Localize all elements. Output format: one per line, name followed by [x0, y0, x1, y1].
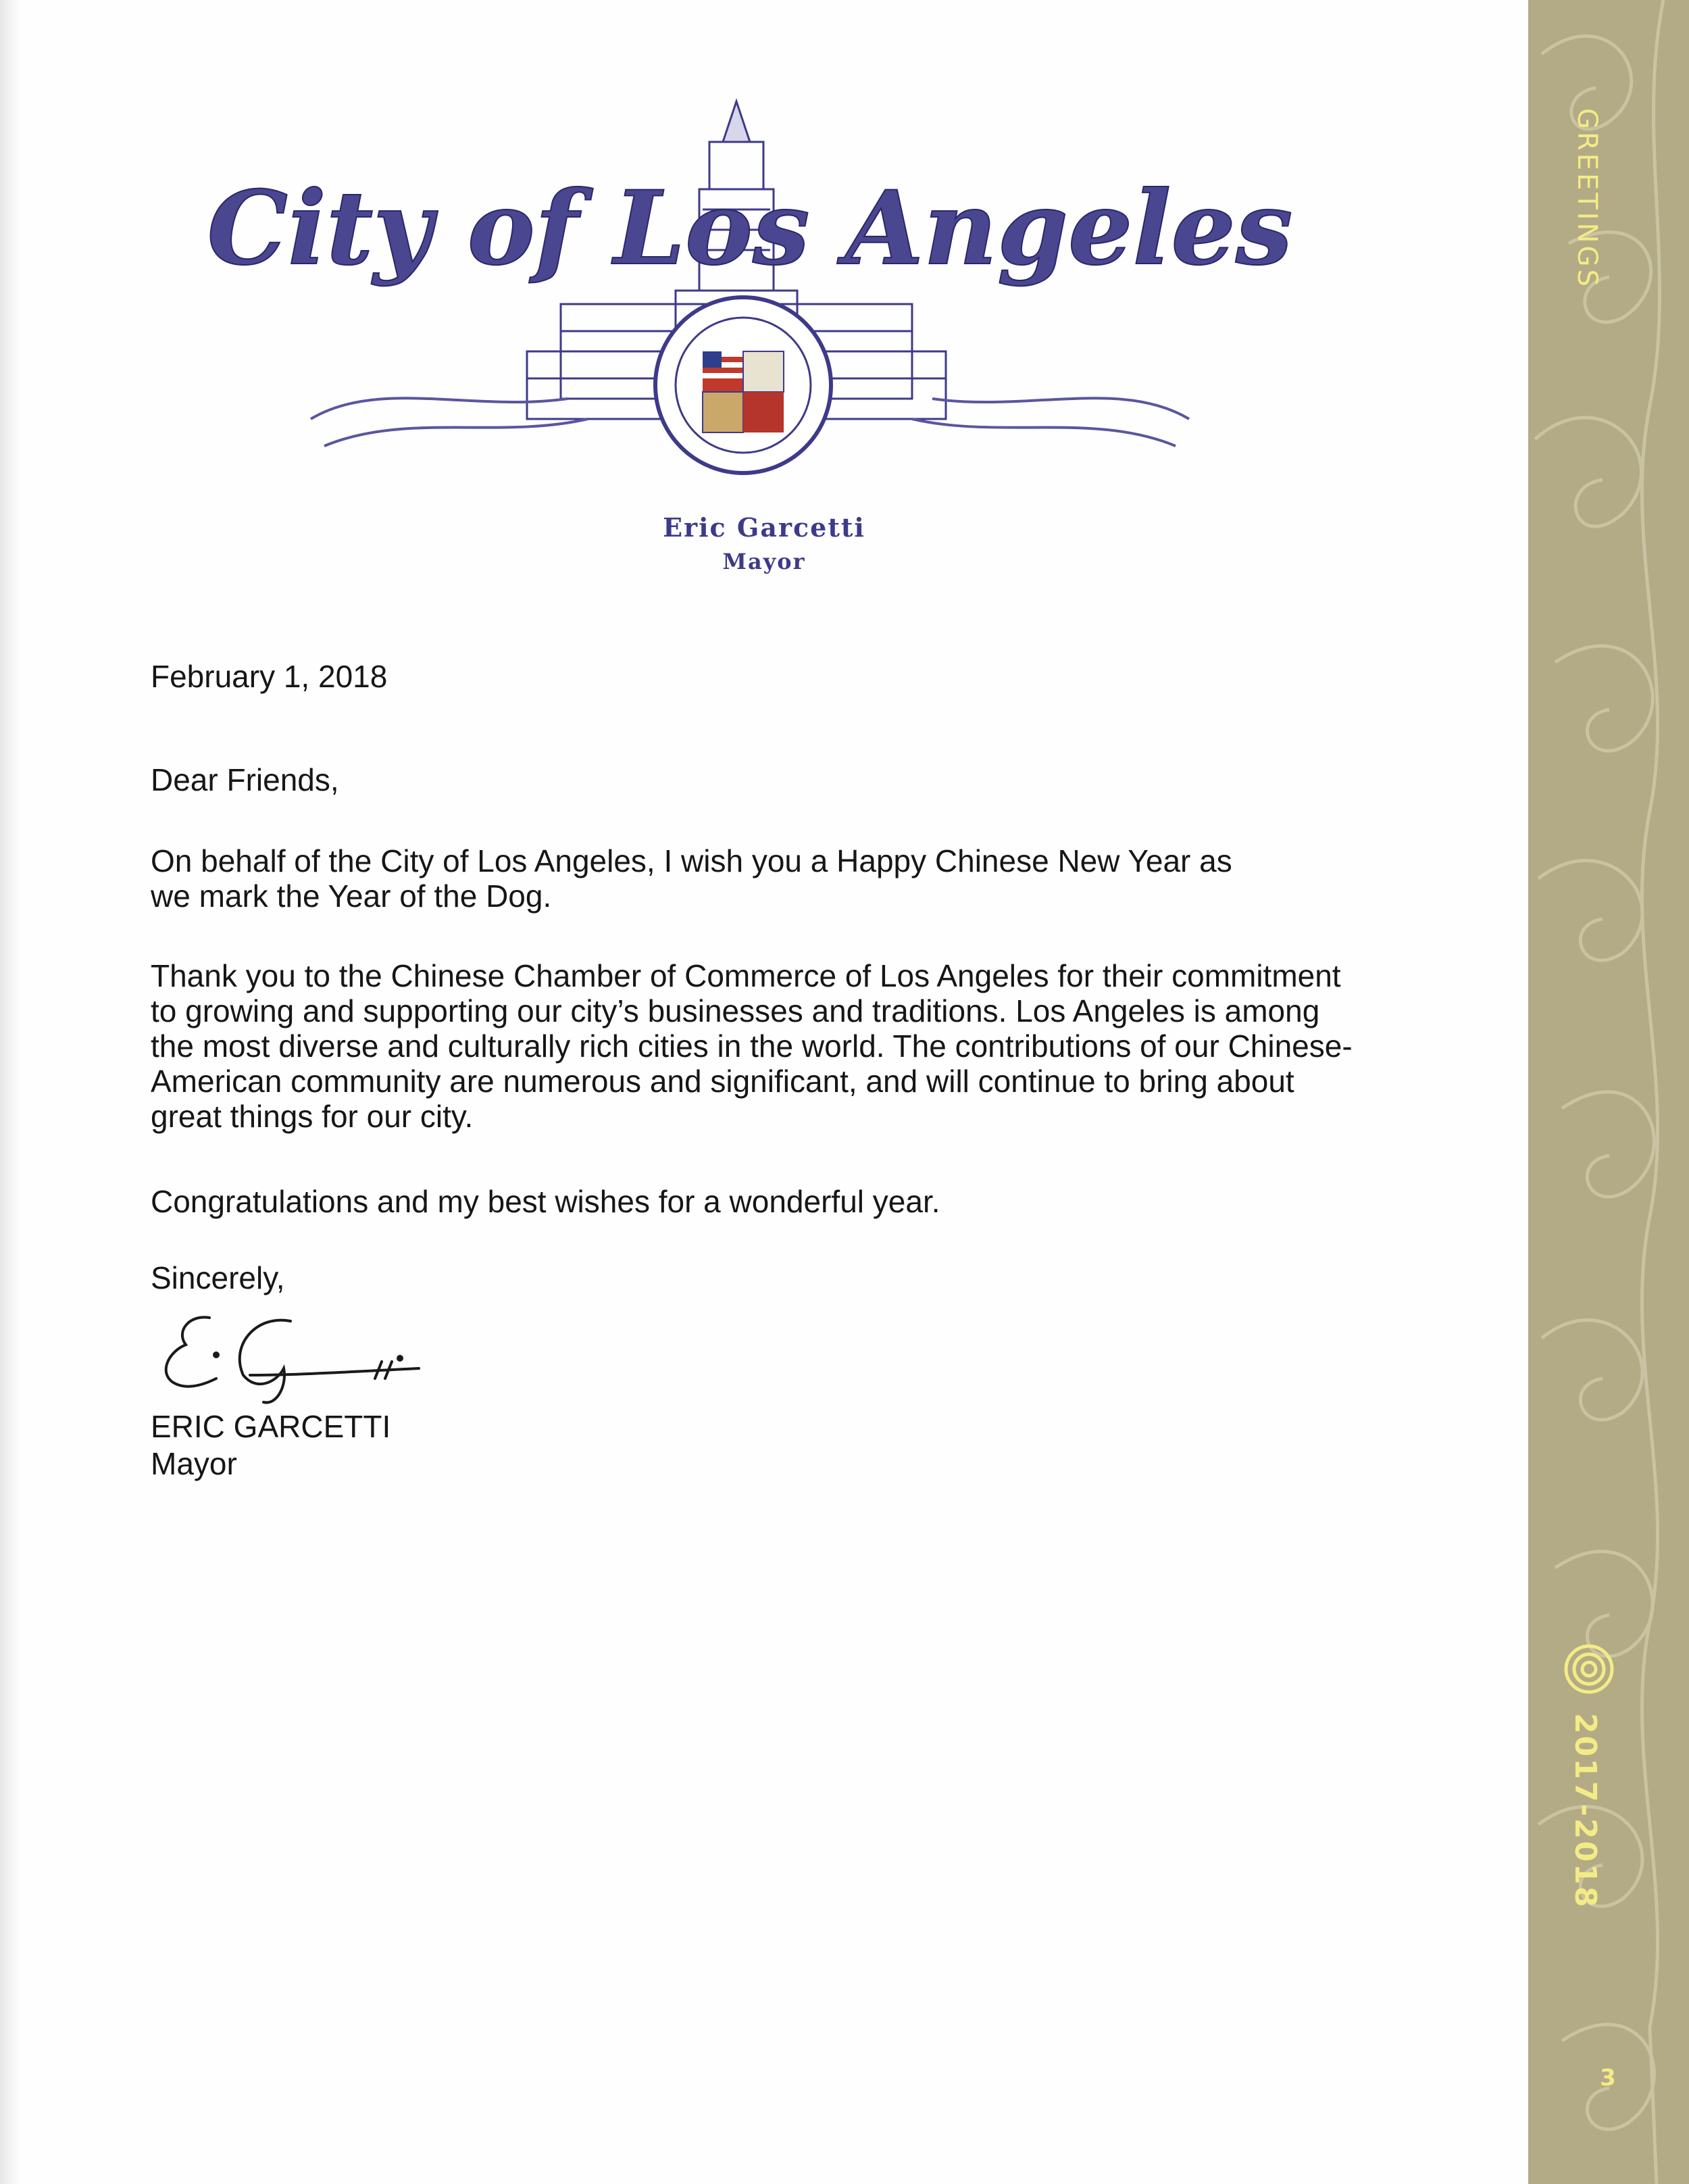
- letter-date: February 1, 2018: [151, 659, 388, 694]
- decorative-sidebar: [1528, 0, 1689, 2184]
- signer-title: Mayor: [151, 1446, 237, 1481]
- handwritten-signature: [149, 1304, 446, 1412]
- svg-text:City of Los Angeles: City of Los Angeles: [207, 169, 1293, 288]
- page-number: 3: [1600, 2064, 1616, 2091]
- paragraph-line: Thank you to the Chinese Chamber of Commerce of Los Angeles for their commitment: [151, 958, 1341, 993]
- sidebar-years-label: 2017-2018: [1568, 1713, 1603, 1910]
- city-seal: [655, 297, 831, 473]
- letter-paragraph-1: [151, 843, 1353, 914]
- letter-paragraph-3: Congratulations and my best wishes for a wonderful year.: [151, 1184, 940, 1219]
- paragraph-line: On behalf of the City of Los Angeles, I wish you a Happy Chinese New Year as: [151, 843, 1232, 878]
- paragraph-line: great things for our city.: [151, 1099, 474, 1134]
- paragraph-line: American community are numerous and significant, and will continue to bring about: [151, 1064, 1294, 1099]
- letter-closing: Sincerely,: [151, 1260, 285, 1295]
- chamber-logo-icon: [1562, 1642, 1616, 1696]
- mayor-title-heading: Mayor: [722, 549, 806, 574]
- paragraph-line: to growing and supporting our city’s businesses and traditions. Los Angeles is among: [151, 993, 1320, 1028]
- paragraph-line: the most diverse and culturally rich cities in the world. The contributions of our Chinese-: [151, 1028, 1353, 1064]
- paragraph-line: we mark the Year of the Dog.: [151, 878, 552, 914]
- sidebar-swirl-pattern: [1528, 0, 1689, 2184]
- binding-edge: [0, 0, 20, 2184]
- signer-name: ERIC GARCETTI: [151, 1409, 391, 1444]
- letter-paragraph-2: [151, 958, 1461, 1134]
- city-letterhead-logo: [207, 95, 1293, 500]
- sidebar-section-label: GREETINGS: [1571, 108, 1603, 289]
- mayor-name-heading: Eric Garcetti: [663, 512, 865, 543]
- letter-salutation: Dear Friends,: [151, 762, 339, 797]
